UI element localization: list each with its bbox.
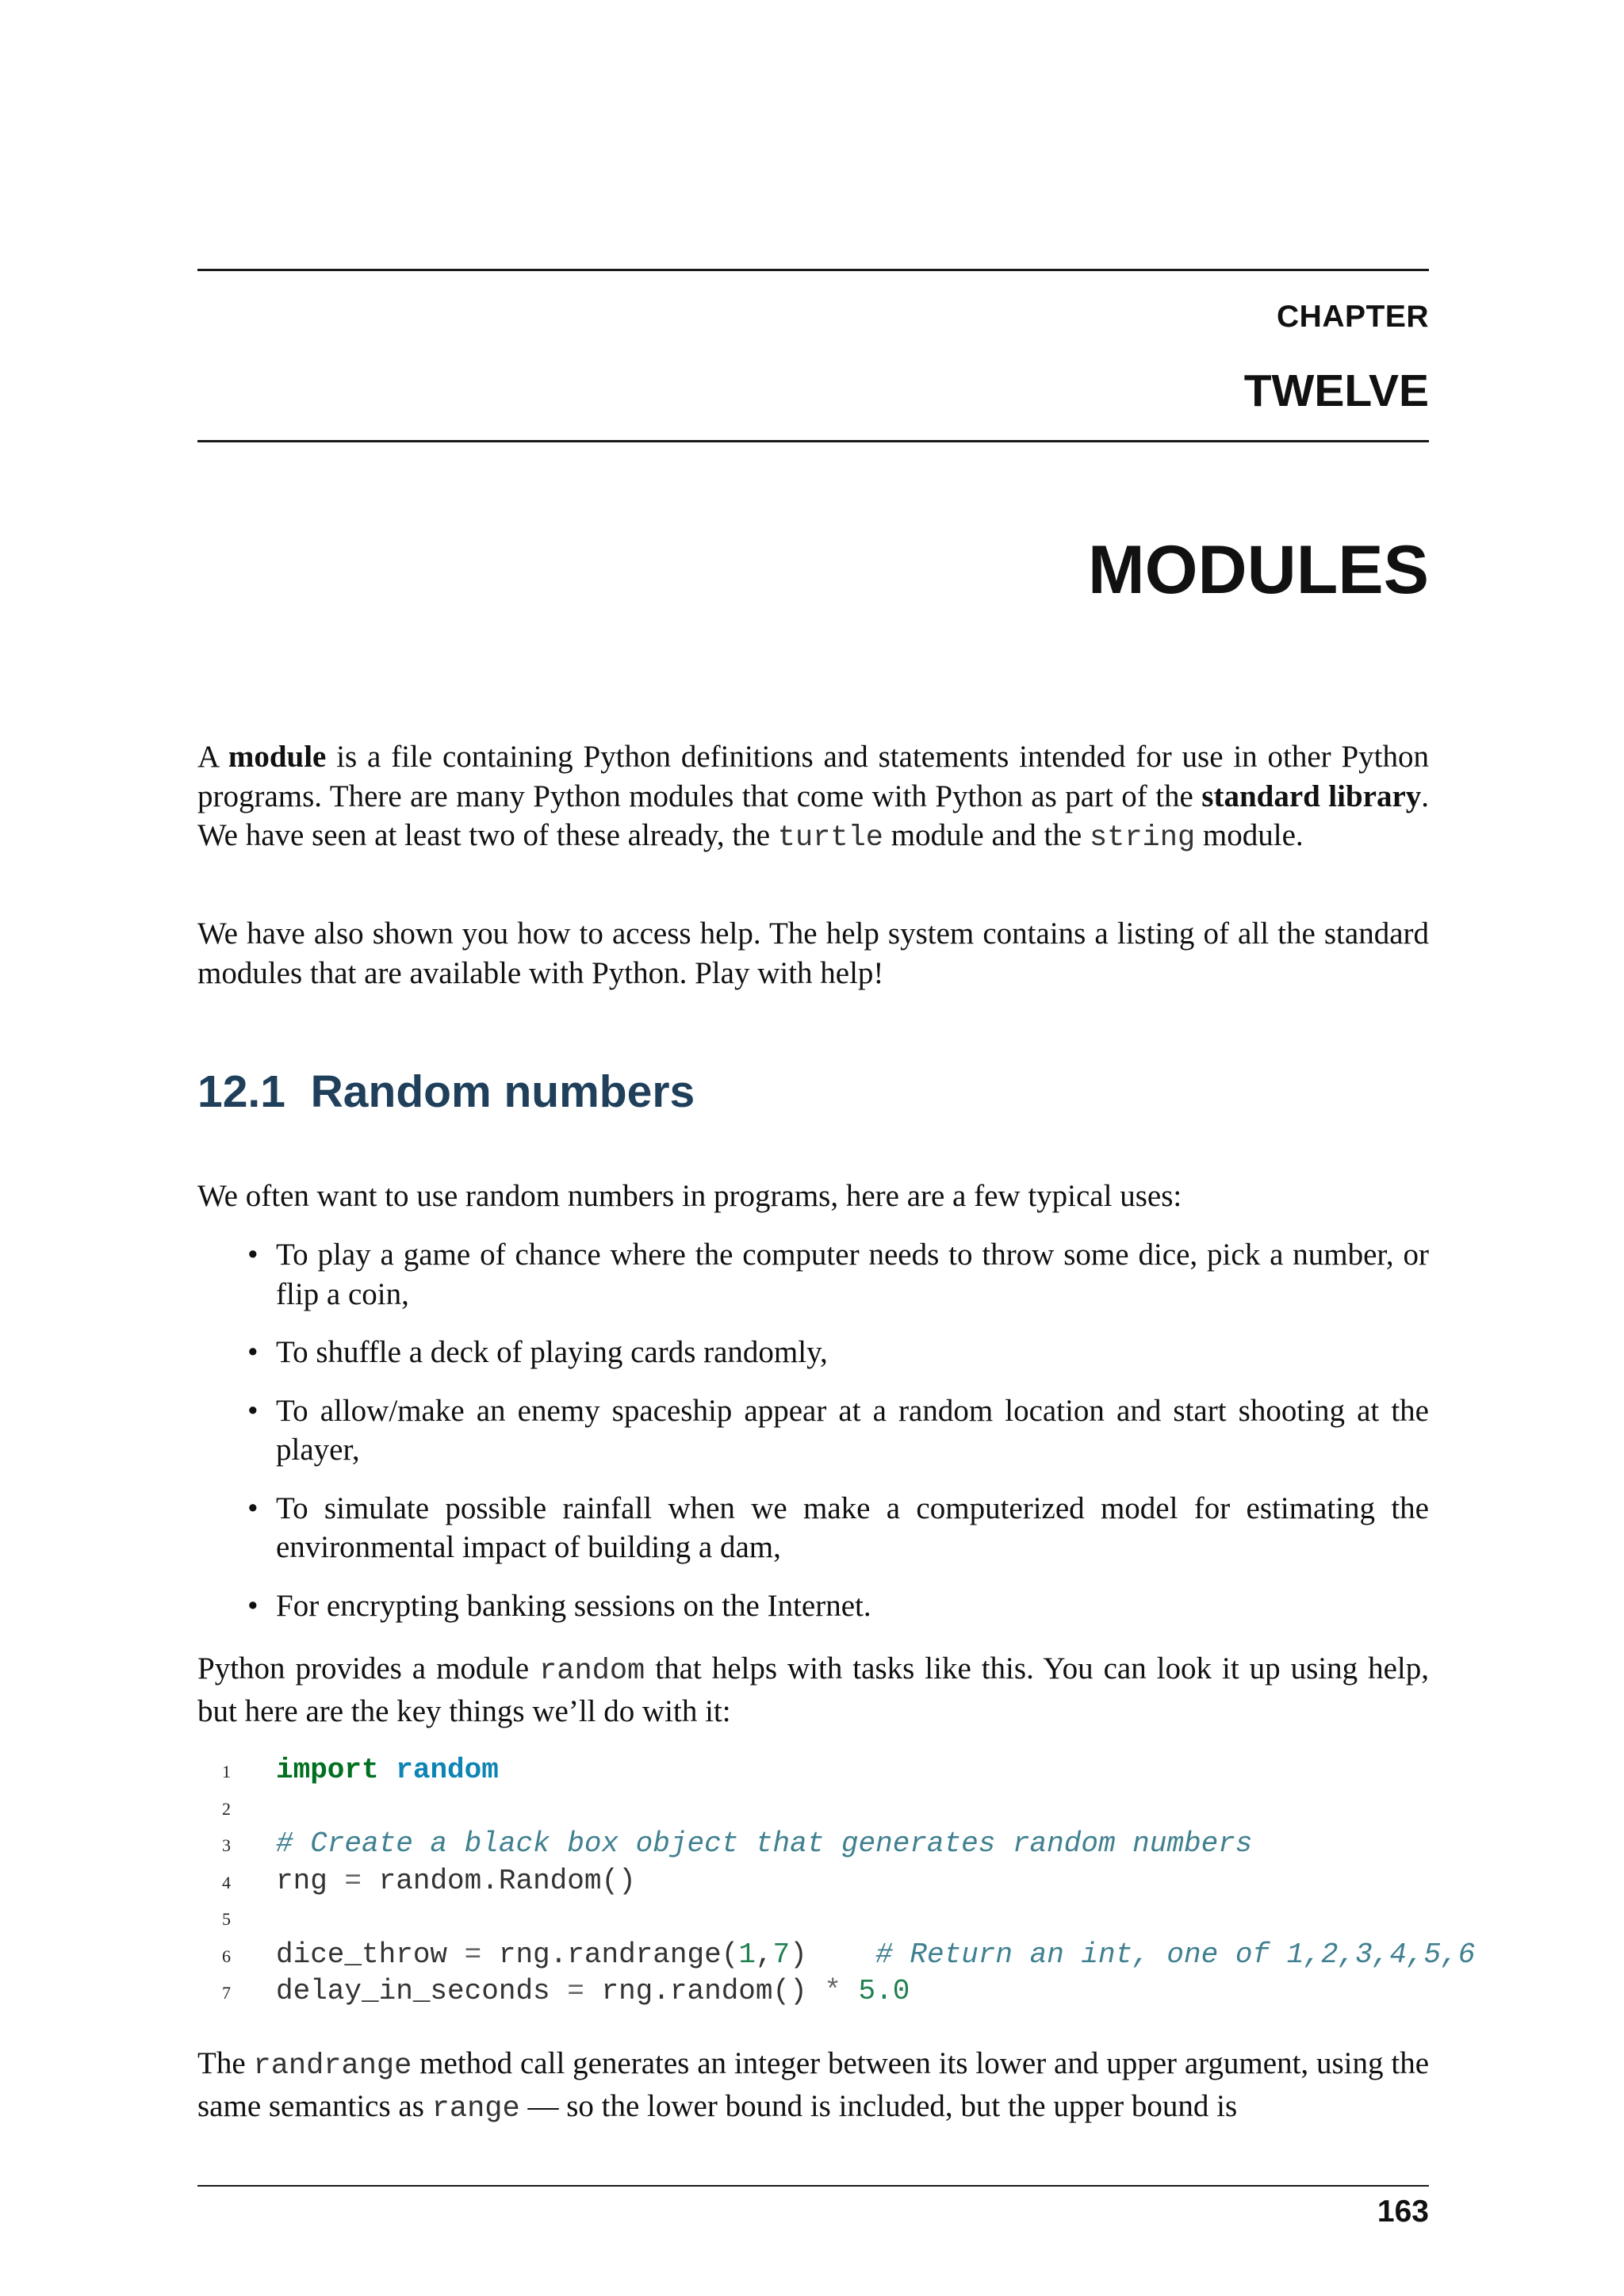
- bullet-icon: •: [247, 1490, 259, 1525]
- uses-bullet-list: [238, 1235, 1429, 1644]
- bullet-icon: •: [247, 1238, 259, 1272]
- code-number: 7: [772, 1938, 791, 1971]
- code-text: random.Random(): [362, 1864, 636, 1897]
- footer-rule: [197, 2185, 1429, 2187]
- list-item: [238, 1586, 1429, 1626]
- section-number: 12.1: [197, 1066, 285, 1117]
- text-run: method call generates an integer between its lower and upper argument, using the same semantics as: [197, 2046, 1430, 2123]
- code-line: [222, 1973, 1475, 2011]
- inline-code-random: random: [539, 1655, 645, 1688]
- chapter-title: MODULES: [1088, 532, 1429, 608]
- code-line: [222, 1937, 1475, 1974]
- code-operator: =: [464, 1938, 482, 1971]
- chapter-label: CHAPTER: [1276, 300, 1429, 334]
- intro-paragraph-1: [197, 737, 1429, 859]
- list-item: [238, 1235, 1429, 1314]
- code-number: 5.0: [858, 1975, 910, 2007]
- line-number: 3: [222, 1835, 231, 1855]
- list-item-text: To simulate possible rainfall when we make a computerized model for estimating the environmental impact of building a dam,: [276, 1490, 1429, 1564]
- code-text: [841, 1975, 859, 2007]
- section-lead-paragraph: We often want to use random numbers in programs, here are a few typical uses:: [197, 1179, 1182, 1213]
- text-run: module and the: [883, 818, 1090, 852]
- line-number: 2: [222, 1798, 231, 1819]
- bullet-icon: •: [247, 1335, 259, 1369]
- code-comment: # Create a black box object that generates random numbers: [276, 1827, 1253, 1860]
- code-text: delay_in_seconds: [276, 1975, 568, 2007]
- code-line: [222, 1789, 1475, 1827]
- inline-code-string: string: [1089, 821, 1196, 855]
- line-number: 7: [222, 1983, 231, 2003]
- code-text: dice_throw: [276, 1938, 465, 1971]
- intro-paragraph-2: We have also shown you how to access help. The help system contains a listing of all the standard modules that are available with Python. Play with help!: [197, 916, 1429, 990]
- term-standard-library: standard library: [1201, 779, 1422, 813]
- code-line: [222, 1863, 1475, 1900]
- code-comment: # Return an int, one of 1,2,3,4,5,6: [875, 1938, 1476, 1971]
- code-keyword: import: [276, 1754, 379, 1786]
- text-run: is a file containing Python definitions and statements intended for use in other Python programs. There are many Python modules that come with Python as part of the: [197, 740, 1429, 813]
- text-run: The: [197, 2046, 254, 2080]
- text-run: Python provides a module: [197, 1651, 540, 1686]
- text-run: that helps with tasks like this. You can look it up using help, but here are the key things we’ll do with it:: [197, 1651, 1429, 1728]
- section-heading: [197, 1066, 695, 1118]
- code-text: ,: [755, 1938, 773, 1971]
- bullet-icon: •: [247, 1393, 259, 1428]
- list-item: [238, 1333, 1429, 1372]
- random-module-paragraph: [197, 1649, 1429, 1731]
- bullet-icon: •: [247, 1588, 259, 1623]
- code-text: rng.random(): [584, 1975, 825, 2007]
- list-item-text: For encrypting banking sessions on the Internet.: [276, 1588, 871, 1623]
- code-listing: [222, 1752, 1475, 2011]
- chapter-top-rule: [197, 269, 1429, 271]
- code-line: [222, 1752, 1475, 1789]
- list-item-text: To shuffle a deck of playing cards randomly,: [276, 1335, 828, 1369]
- code-line: [222, 1900, 1475, 1937]
- line-number: 6: [222, 1946, 231, 1966]
- list-item-text: To allow/make an enemy spaceship appear at a random location and start shooting at the player,: [276, 1393, 1429, 1467]
- list-item: [238, 1391, 1429, 1470]
- line-number: 5: [222, 1909, 231, 1929]
- inline-code-turtle: turtle: [777, 821, 883, 855]
- inline-code-randrange: randrange: [253, 2049, 412, 2083]
- line-number: 4: [222, 1872, 231, 1892]
- text-run: A: [197, 740, 228, 774]
- inline-code-range: range: [431, 2091, 520, 2126]
- text-run: . We have seen at least two of these already, the: [197, 779, 1430, 852]
- term-module: module: [228, 740, 327, 774]
- code-operator: =: [567, 1975, 584, 2007]
- code-text: rng.randrange(: [481, 1938, 739, 1971]
- page-number: 163: [1377, 2195, 1429, 2229]
- code-number: 1: [738, 1938, 756, 1971]
- text-run: — so the lower bound is included, but the upper bound is: [519, 2088, 1238, 2123]
- code-line: [222, 1826, 1475, 1863]
- line-number: 1: [222, 1762, 231, 1781]
- code-operator: =: [344, 1864, 362, 1897]
- code-operator: *: [824, 1975, 841, 2007]
- chapter-number: TWELVE: [1243, 365, 1429, 416]
- code-module-name: random: [396, 1754, 499, 1786]
- code-text: ): [790, 1938, 876, 1971]
- text-run: module.: [1195, 818, 1304, 852]
- section-title: Random numbers: [310, 1066, 695, 1117]
- list-item-text: To play a game of chance where the computer needs to throw some dice, pick a number, or flip a coin,: [276, 1238, 1429, 1311]
- randrange-paragraph: [197, 2044, 1429, 2129]
- list-item: [238, 1489, 1429, 1567]
- chapter-bottom-rule: [197, 440, 1429, 442]
- code-text: rng: [276, 1864, 345, 1897]
